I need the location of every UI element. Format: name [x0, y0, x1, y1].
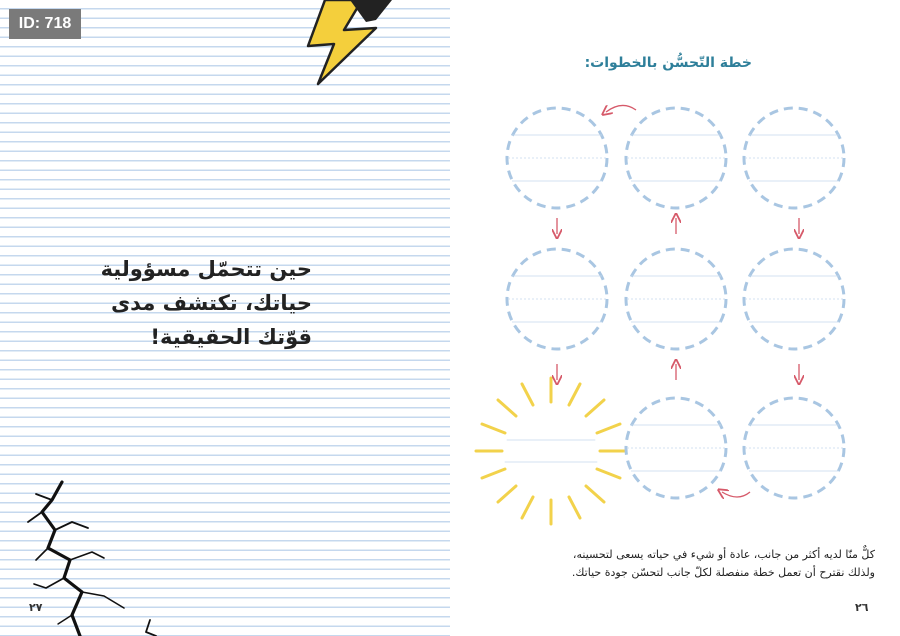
step-circle[interactable] — [744, 249, 844, 349]
step-circle[interactable] — [744, 108, 844, 208]
caption-line: ولذلك نقترح أن تعمل خطة منفصلة لكلّ جانب لتحسّن جودة حياتك. — [571, 566, 875, 579]
quote-line: حين تتحمّل مسؤولية — [100, 257, 312, 281]
step-circle[interactable] — [626, 108, 726, 208]
quote-text — [72, 252, 312, 354]
crack-icon — [28, 482, 156, 636]
step-circle[interactable] — [507, 108, 607, 208]
page-number-right: ٢٦ — [855, 601, 869, 614]
step-circle[interactable] — [626, 398, 726, 498]
right-page — [450, 0, 900, 636]
curved-arrow-icon — [606, 105, 636, 112]
plan-title: خطة التّحسُّن بالخطوات: — [584, 55, 752, 71]
id-badge: ID: 718 — [9, 9, 81, 39]
step-circle[interactable] — [626, 249, 726, 349]
caption-line: كلٌّ منّا لديه أكثر من جانب، عادة أو شيء في حياته يسعى لتحسينه، — [572, 548, 875, 561]
curved-arrow-icon — [722, 492, 750, 497]
steps-diagram — [450, 0, 900, 636]
sun-icon — [476, 378, 626, 524]
caption — [495, 546, 875, 582]
quote-line: حياتك، تكتشف مدى — [110, 291, 312, 315]
step-circle[interactable] — [507, 249, 607, 349]
step-circle[interactable] — [744, 398, 844, 498]
page-number-left: ٢٧ — [29, 601, 43, 614]
lightning-icon — [308, 0, 392, 84]
quote-line: قوّتك الحقيقية! — [150, 325, 312, 349]
